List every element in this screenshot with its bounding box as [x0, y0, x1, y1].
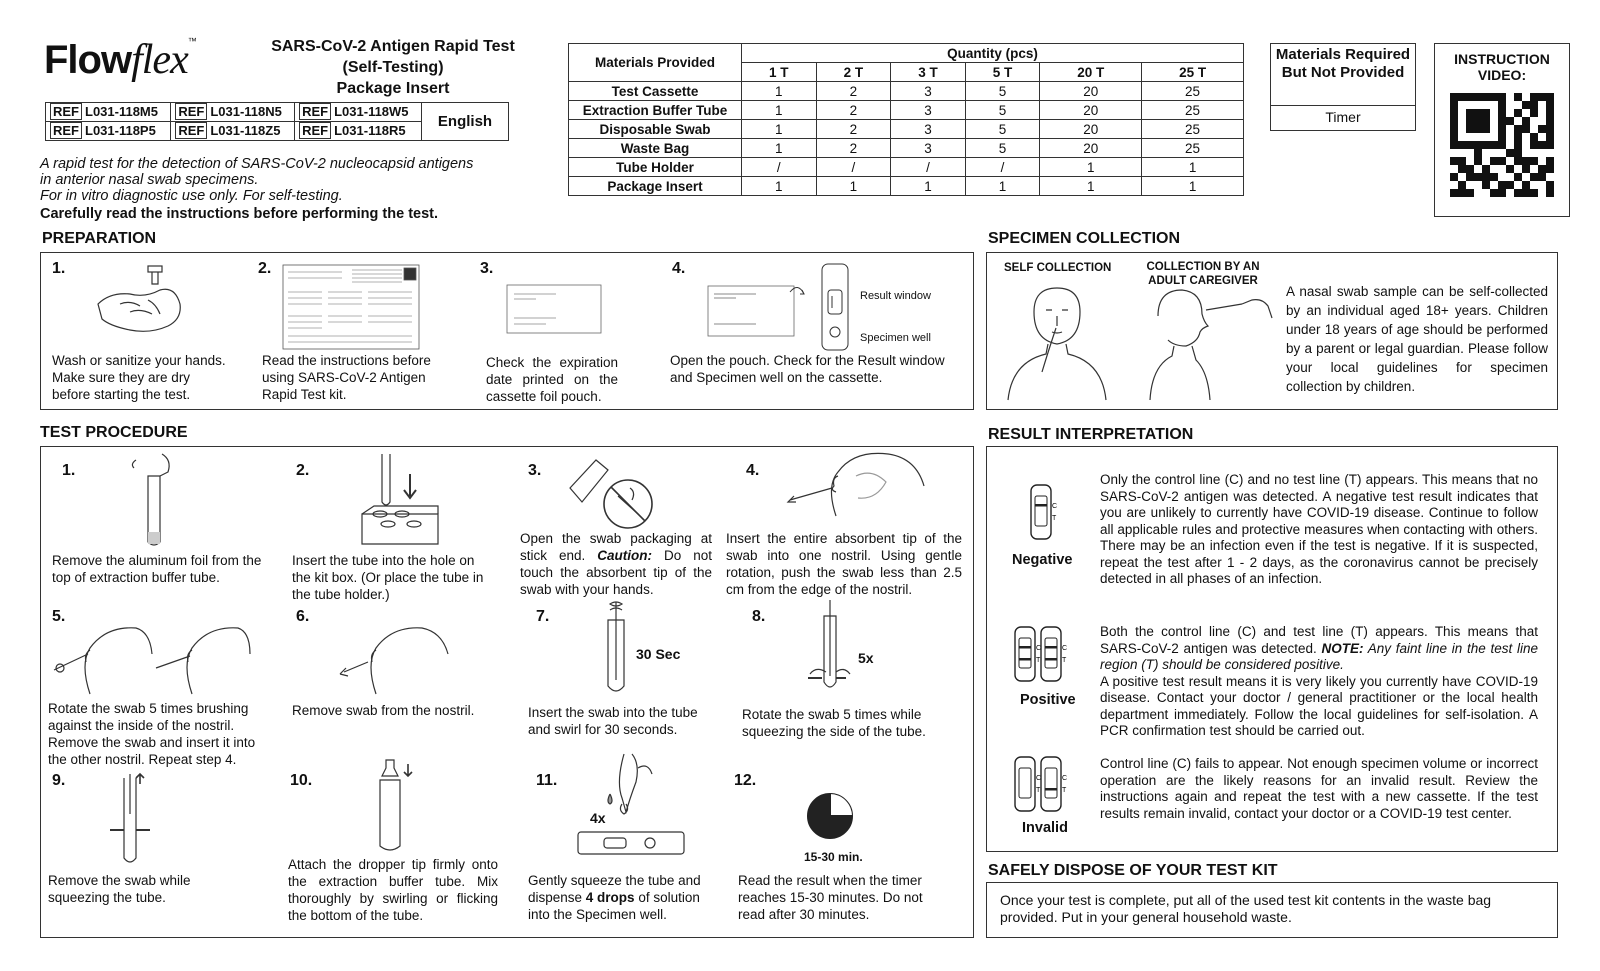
swirl-tube-illustration [598, 600, 638, 700]
proc-step-7-text: Insert the swab into the tube and swirl for 30 seconds. [528, 705, 698, 737]
flowflex-logo: Flowflex™ [44, 36, 196, 83]
invalid-text: Control line (C) fails to appear. Not enough specimen volume or incorrect operation are the likely reasons for an invalid result. Review the instructions again and repeat the test with a new cassette. If the test results remain invalid, contact your doctor or a COVID-19 test center. [1100, 756, 1538, 821]
table-row [569, 82, 1244, 101]
proc-step-3-text: Open the swab packaging at stick end. Caution: Do not touch the absorbent tip of the swab with your hands. [520, 531, 712, 597]
ref-table: REF L031-118M5 REF L031-118N5 REF L031-118W5 English REF L031-118P5 REF L031-118Z5 REF L031-118R5 [45, 102, 509, 141]
positive-text: Both the control line (C) and test line (T) appears. This means that SARS-CoV-2 antigen was detected. NOTE: Any faint line in the test line region (T) should be considered positive. A positive test result means it is very likely you currently have COVID-19 disease. Contact your doctor / general practitioner or the local health department immediately. Follow the local guidelines for self-isolation. A PCR confirmation test should be carried out. [1100, 624, 1538, 738]
5x-label: 5x [858, 650, 874, 666]
negative-text: Only the control line (C) and no test line (T) appears. This means that no SARS-CoV-2 antigen was detected. A negative test result indicates that you are unlikely to currently have COVID-19 disease. Continue to follow all applicable rules and protective measures when contacting with others. There may be an infection even if the test is negative. If it is suspected, repeat the test after 1 - 2 days, as the coronavirus cannot be precisely detected in all phases of an infection. [1100, 472, 1538, 586]
quantity-cell: / [816, 158, 891, 177]
quantity-cell: 1 [1142, 177, 1244, 196]
caregiver-collection-illustration [1144, 282, 1274, 402]
proc-step-12-text: Read the result when the timer reaches 15-30 minutes. Do not read after 30 minutes. [738, 873, 923, 922]
dispense-drops-illustration [576, 752, 686, 862]
positive-label: Positive [1020, 692, 1076, 708]
tube-foil-illustration [128, 450, 188, 550]
prep-step-2-text: Read the instructions before using SARS-CoV-2 Antigen Rapid Test kit. [262, 353, 431, 402]
material-name: Extraction Buffer Tube [569, 101, 742, 120]
qr-code-icon[interactable] [1450, 93, 1554, 197]
proc-step-4-text: Insert the entire absorbent tip of the swab into one nostril. Using gentle rotation, push the swab less than 2.5 cm from the edge of the nostril. [726, 531, 962, 597]
quantity-cell: 2 [816, 82, 891, 101]
proc-step-2-text: Insert the tube into the hole on the kit box. (Or place the tube in the tube holder.) [292, 553, 484, 602]
adult-collection-label: COLLECTION BY AN ADULT CAREGIVER [1146, 261, 1260, 287]
tube-holder-illustration [358, 452, 442, 552]
quantity-cell: / [742, 158, 817, 177]
quantity-cell: 5 [965, 82, 1040, 101]
procedure-heading: TEST PROCEDURE [40, 424, 188, 441]
proc-step-10-text: Attach the dropper tip firmly onto the extraction buffer tube. Mix thoroughly by swirling or flicking the bottom of the tube. [288, 857, 498, 923]
quantity-cell: 1 [1040, 158, 1142, 177]
svg-text:C: C [1036, 775, 1042, 782]
dispose-heading: SAFELY DISPOSE OF YOUR TEST KIT [988, 862, 1278, 879]
self-collection-label: SELF COLLECTION [1004, 262, 1112, 274]
result-window-label: Result window [860, 290, 931, 302]
insert-swab-illustration [776, 446, 926, 526]
table-row [569, 139, 1244, 158]
invalid-cassette-icon [1014, 756, 1066, 817]
specimen-heading: SPECIMEN COLLECTION [988, 230, 1181, 247]
material-name: Tube Holder [569, 158, 742, 177]
table-row [569, 120, 1244, 139]
svg-text:C: C [1052, 503, 1058, 510]
quantity-cell: / [891, 158, 966, 177]
quantity-cell: 1 [816, 177, 891, 196]
quantity-cell: 1 [742, 177, 817, 196]
quantity-cell: 3 [891, 120, 966, 139]
dropper-tip-illustration [370, 758, 420, 854]
proc-step-8-text: Rotate the swab 5 times while squeezing the side of the tube. [742, 707, 926, 739]
rotate-swab-illustration [50, 614, 250, 698]
quantity-cell: 1 [891, 177, 966, 196]
material-name: Waste Bag [569, 139, 742, 158]
svg-text:C: C [1036, 645, 1042, 652]
squeeze-tube-illustration [804, 598, 864, 698]
30-sec-label: 30 Sec [636, 646, 681, 662]
quantity-cell: 20 [1040, 82, 1142, 101]
wash-hands-illustration [90, 264, 200, 342]
quantity-cell: 1 [1040, 177, 1142, 196]
quantity-cell: 2 [816, 101, 891, 120]
prep-step-3-text: Check the expiration date printed on the cassette foil pouch. [486, 355, 618, 404]
qty-column-header: 1 T [742, 63, 817, 82]
quantity-cell: 20 [1040, 101, 1142, 120]
svg-text:T: T [1036, 657, 1041, 664]
material-name: Package Insert [569, 177, 742, 196]
prep-step-4-text: Open the pouch. Check for the Result window and Specimen well on the cassette. [670, 353, 945, 385]
qty-column-header: 2 T [816, 63, 891, 82]
proc-step-6-text: Remove swab from the nostril. [292, 703, 475, 718]
specimen-text: A nasal swab sample can be self-collected by an individual aged 18+ years. Children under 18 years of age should be performed by a parent or legal guardian. Please follow your local guidelines for specimen collection by children. [1286, 284, 1548, 394]
result-heading: RESULT INTERPRETATION [988, 426, 1194, 443]
4x-label: 4x [590, 810, 606, 826]
proc-step-11-text: Gently squeeze the tube and dispense 4 drops of solution into the Specimen well. [528, 873, 701, 922]
quantity-cell: 3 [891, 82, 966, 101]
quantity-cell: 20 [1040, 139, 1142, 158]
materials-table: Materials Provided Quantity (pcs) 1 T 2 T 3 T 5 T 20 T 25 T Test Cassette 1 2 3 5 20 25 Extraction Buffer Tube 1 2 3 5 20 25 Disposable Swab 1 2 3 5 20 25 Waste Bag 1 2 3 5 20 25 Tube Holder / / / / 1 1 Package Insert 1 1 1 1 1 1 [568, 43, 1244, 196]
quantity-cell: 3 [891, 101, 966, 120]
preparation-heading: PREPARATION [42, 230, 157, 247]
quantity-cell: 3 [891, 139, 966, 158]
quantity-cell: 5 [965, 120, 1040, 139]
svg-text:T: T [1036, 787, 1041, 794]
svg-text:T: T [1062, 787, 1067, 794]
dispose-text: Once your test is complete, put all of the used test kit contents in the waste bag provided. Put in your general household waste. [1000, 892, 1492, 925]
qty-column-header: 3 T [891, 63, 966, 82]
specimen-well-label: Specimen well [860, 332, 931, 344]
quantity-cell: 20 [1040, 120, 1142, 139]
proc-step-1-text: Remove the aluminum foil from the top of extraction buffer tube. [52, 553, 262, 585]
document-title: SARS-CoV-2 Antigen Rapid Test (Self-Testing) Package Insert [271, 38, 515, 97]
quantity-cell: 1 [742, 101, 817, 120]
quantity-cell: 1 [742, 82, 817, 101]
material-name: Test Cassette [569, 82, 742, 101]
svg-text:T: T [1062, 657, 1067, 664]
language-label: English [422, 103, 509, 141]
table-row [569, 177, 1244, 196]
required-materials-box: Materials Required But Not Provided Timer [1270, 43, 1416, 131]
quantity-cell: 1 [965, 177, 1040, 196]
quantity-cell: 1 [742, 120, 817, 139]
insert-document-illustration [282, 264, 420, 350]
timer-icon [806, 792, 854, 840]
quantity-cell: 2 [816, 120, 891, 139]
foil-pouch-illustration [506, 284, 602, 334]
quantity-cell: 2 [816, 139, 891, 158]
quantity-cell: 1 [1142, 158, 1244, 177]
remove-swab-illustration [330, 614, 450, 698]
intro-text: A rapid test for the detection of SARS-CoV-2 nucleocapsid antigens in anterior nasal swab specimens. For in vitro diagnostic use only. For self-testing. Carefully read the instructions before performing the test. [40, 156, 474, 222]
svg-text:C: C [1062, 775, 1068, 782]
quantity-cell: 25 [1142, 120, 1244, 139]
remove-swab-tube-illustration [106, 774, 166, 864]
swab-package-illustration [566, 448, 662, 532]
timer-label: 15-30 min. [804, 850, 863, 864]
cassette-illustration [706, 262, 856, 352]
table-row [569, 101, 1244, 120]
quantity-cell: 25 [1142, 82, 1244, 101]
self-collection-illustration [1002, 282, 1112, 402]
quantity-cell: 25 [1142, 139, 1244, 158]
invalid-label: Invalid [1022, 820, 1068, 836]
negative-cassette-icon [1030, 484, 1056, 545]
positive-cassette-icon [1014, 626, 1066, 687]
negative-label: Negative [1012, 552, 1073, 568]
quantity-cell: 25 [1142, 101, 1244, 120]
table-row [569, 158, 1244, 177]
quantity-cell: 1 [742, 139, 817, 158]
prep-step-1-text: Wash or sanitize your hands. Make sure they are dry before starting the test. [52, 353, 226, 402]
material-name: Disposable Swab [569, 120, 742, 139]
instruction-video-box: INSTRUCTION VIDEO: [1434, 43, 1570, 217]
proc-step-5-text: Rotate the swab 5 times brushing against the inside of the nostril. Remove the swab and insert it into the other nostril. Repeat step 4. [48, 701, 256, 767]
qty-column-header: 5 T [965, 63, 1040, 82]
svg-text:C: C [1062, 645, 1068, 652]
qty-column-header: 25 T [1142, 63, 1244, 82]
quantity-cell: 5 [965, 139, 1040, 158]
qty-column-header: 20 T [1040, 63, 1142, 82]
svg-text:T: T [1052, 515, 1057, 522]
quantity-cell: / [965, 158, 1040, 177]
proc-step-9-text: Remove the swab while squeezing the tube. [48, 873, 191, 905]
quantity-cell: 5 [965, 101, 1040, 120]
